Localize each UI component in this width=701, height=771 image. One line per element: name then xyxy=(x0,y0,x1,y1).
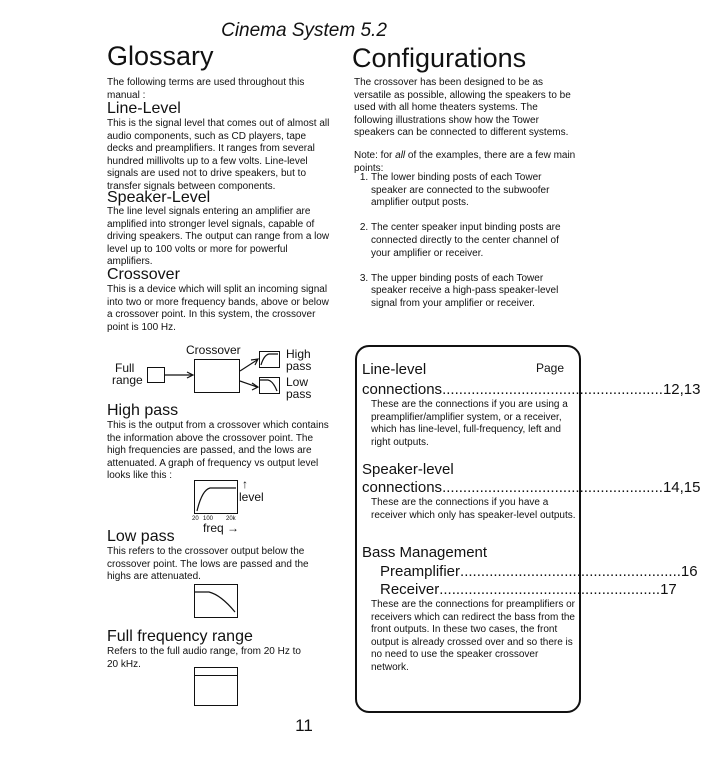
low-pass-graph xyxy=(194,584,238,618)
glossary-intro: The following terms are used throughout this manual : xyxy=(107,77,305,101)
high-pass-graph xyxy=(194,480,238,514)
low-pass-text: This refers to the crossover output below the crossover point. The lows are passed and the highs are attenuated. xyxy=(107,546,309,583)
page-number: 11 xyxy=(295,716,313,735)
full-range-graph xyxy=(194,667,238,706)
toc-entry-page: 16 xyxy=(680,563,698,580)
configuration-points xyxy=(354,172,576,323)
document-header: Cinema System 5.2 xyxy=(221,20,387,41)
line-level-toc-entry[interactable] xyxy=(362,381,701,399)
speaker-level-section-title: Speaker-level xyxy=(362,461,454,478)
graph-level-arrow: ↑ xyxy=(242,477,248,491)
speaker-level-heading: Speaker-Level xyxy=(107,189,211,206)
full-frequency-text: Refers to the full audio range, from 20 Hz to 20 kHz. xyxy=(107,646,301,670)
line-level-heading: Line-Level xyxy=(107,100,181,117)
speaker-level-text: The line level signals entering an amplifier are amplified into stronger level signals, capable of driving speakers. The output can range from a low level up to 100 volts or more for powerful amplifiers. xyxy=(107,206,330,268)
speaker-level-toc-entry[interactable] xyxy=(362,479,701,497)
full-range-label-line2: range xyxy=(112,373,143,387)
note-prefix: Note: for xyxy=(354,150,396,161)
graph-tick-20k: 20k xyxy=(226,516,236,522)
crossover-label: Crossover xyxy=(186,343,241,357)
toc-entry-page: 12,13 xyxy=(662,381,701,398)
toc-entry-label: connections xyxy=(362,479,443,496)
toc-dot-leader: ..................................................... xyxy=(442,479,663,496)
toc-entry-page: 14,15 xyxy=(662,479,701,496)
configuration-point: 1. The lower binding posts of each Tower speaker are connected to the subwoofer amplifier output posts. xyxy=(371,172,576,210)
line-level-description: These are the connections if you are using a preamplifier/amplifier system, or a receiver, which has line-level, full-frequency, left and right outputs. xyxy=(371,399,568,448)
full-frequency-heading: Full frequency range xyxy=(107,628,253,645)
graph-tick-100: 100 xyxy=(203,516,214,522)
crossover-diagram xyxy=(105,343,330,403)
toc-dot-leader: ..................................................... xyxy=(442,381,663,398)
high-pass-heading: High pass xyxy=(107,402,179,419)
low-pass-heading: Low pass xyxy=(107,528,175,545)
graph-tick-20: 20 xyxy=(192,516,199,522)
configuration-point: 2. The center speaker input binding posts are connected directly to the center channel of your amplifier or receiver. xyxy=(371,222,576,260)
toc-entry-label: Receiver xyxy=(380,581,440,598)
configurations-intro: The crossover has been designed to be as versatile as possible, allowing the speakers to be used with all home theaters systems. The following illustrations show how the Tower speakers can be connected to different systems. xyxy=(354,77,571,139)
full-range-label-line1: Full xyxy=(115,361,135,375)
configuration-point: 3. The upper binding posts of each Tower speaker receive a high-pass speaker-level signal from your amplifier or receiver. xyxy=(371,273,576,311)
line-level-text: This is the signal level that comes out of almost all audio components, such as CD players, tape decks and preamplifiers. It ranges from several hundred millivolts up to a few volts. Line-level signals are used not to drive speakers, but to transfer signals between components. xyxy=(107,118,330,192)
toc-entry-label: connections xyxy=(362,381,443,398)
bass-management-section-title: Bass Management xyxy=(362,544,488,561)
graph-freq-label: freq → xyxy=(203,521,240,535)
toc-dot-leader: ..................................................... xyxy=(439,581,661,598)
high-pass-text: This is the output from a crossover which contains the information above the crossover point. The high frequencies are passed, and the lows are attenuated. A graph of frequency vs output level looks like this : xyxy=(107,420,329,482)
configurations-title: Configurations xyxy=(352,43,527,73)
toc-entry-page: 17 xyxy=(660,581,677,598)
toc-dot-leader: ..................................................... xyxy=(460,563,681,580)
note-suffix: of the examples, there are a few main points: xyxy=(354,150,576,174)
glossary-title: Glossary xyxy=(107,41,214,71)
high-pass-label-line2: pass xyxy=(286,359,312,373)
graph-level-label: level xyxy=(239,490,264,504)
high-pass-label-line1: High xyxy=(286,347,311,361)
speaker-level-description: These are the connections if you have a receiver which only has speaker-level outputs. xyxy=(371,497,576,521)
line-level-section-title: Line-level xyxy=(362,361,427,378)
low-pass-label-line1: Low xyxy=(286,375,309,389)
preamplifier-toc-entry[interactable] xyxy=(380,563,698,581)
page-column-label: Page xyxy=(535,361,564,375)
toc-entry-label: Preamplifier xyxy=(380,563,461,580)
crossover-heading: Crossover xyxy=(107,266,180,283)
low-pass-label-line2: pass xyxy=(286,387,312,401)
bass-management-description: These are the connections for preamplifiers or receivers which can redirect the bass from the front outputs. In these two cases, the front output is already crossed over and so there is no need to use the speaker crossover network. xyxy=(371,599,575,673)
contents-sidebar xyxy=(355,345,701,713)
note-emphasis: all xyxy=(395,150,406,161)
receiver-toc-entry[interactable] xyxy=(380,581,677,599)
crossover-text: This is a device which will split an incoming signal into two or more frequency bands, above or below a crossover point. In this system, the crossover point is 100 Hz. xyxy=(107,284,329,333)
